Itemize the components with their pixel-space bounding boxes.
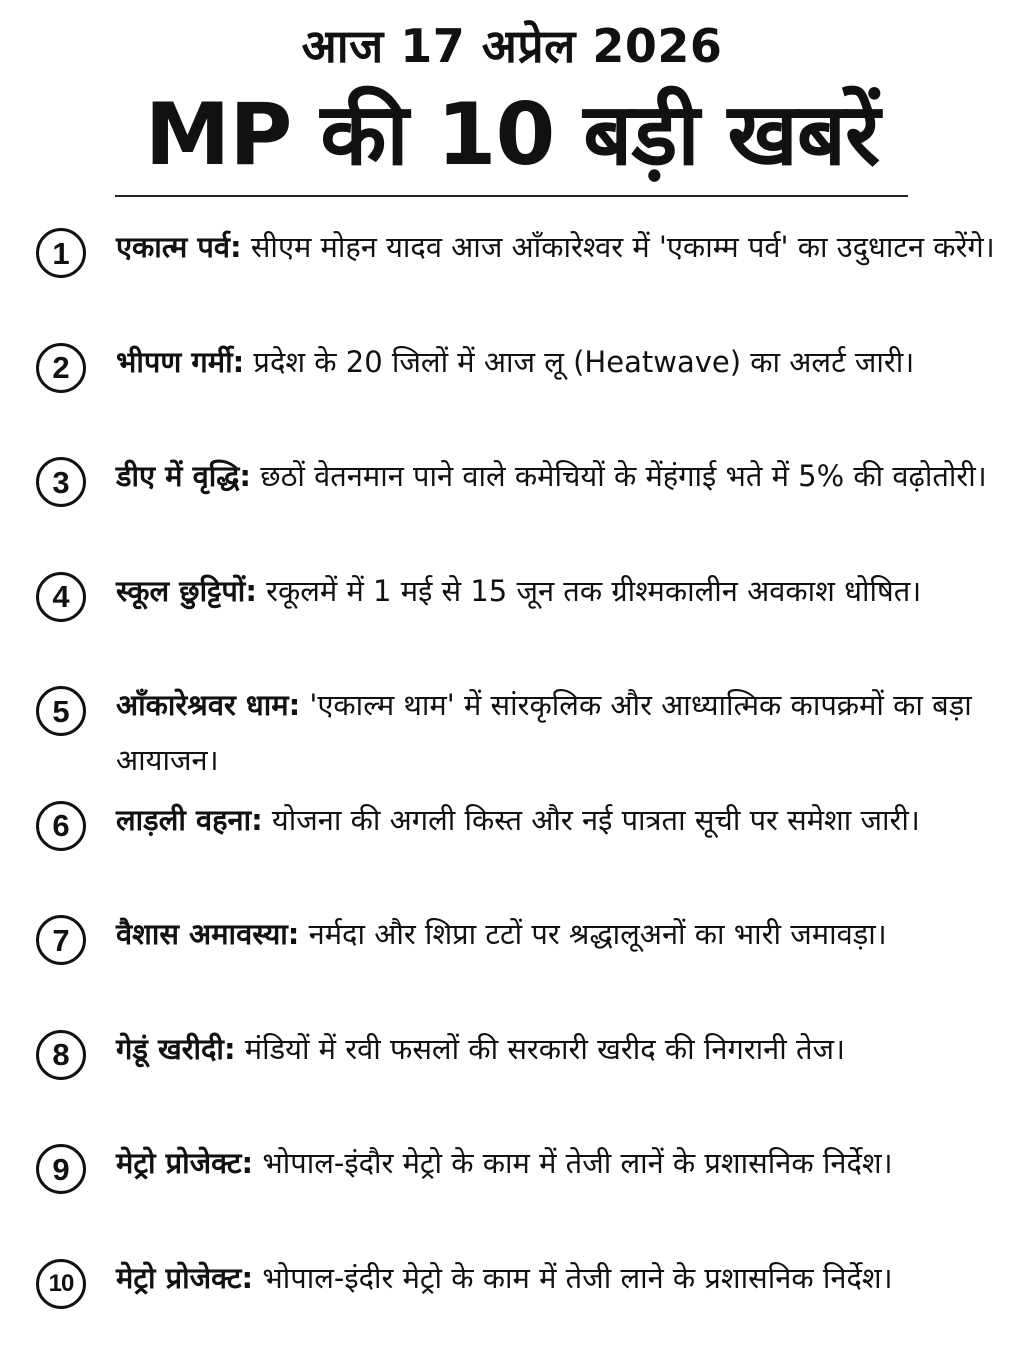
news-text: [116, 1251, 1006, 1306]
news-label: एकात्म पर्व:: [116, 230, 242, 264]
news-item-7: [36, 907, 1006, 1022]
news-body: सीएम मोहन यादव आज ऑंकारेश्वर में 'एकाम्म पर्व' का उदुधाटन करेंगे।: [242, 230, 995, 264]
news-item-1: [36, 220, 1006, 335]
number-badge: 3: [36, 457, 86, 507]
news-label: गेडूं खरीदी:: [116, 1032, 236, 1066]
news-body: योजना की अगली किस्त और नई पात्रता सूची पर समेशा जारी।: [263, 803, 920, 837]
number-badge: 7: [36, 915, 86, 965]
news-label: भीपण गर्मी:: [116, 345, 244, 379]
news-item-4: [36, 564, 1006, 679]
news-body: मंडियों में रवी फसलों की सरकारी खरीद की निगरानी तेज।: [236, 1032, 846, 1066]
news-text: [116, 220, 1006, 275]
news-label: मेट्रो प्रोजेक्ट:: [116, 1146, 253, 1180]
news-body: भोपाल-इंदीर मेट्रो के काम में तेजी लाने के प्रशासनिक निर्देश।: [253, 1261, 892, 1295]
news-body: छठों वेतनमान पाने वाले कमेचियों के मेंहंगाई भते में 5% की वढ़ोतोरी।: [251, 459, 987, 493]
number-badge: 8: [36, 1030, 86, 1080]
news-body: रकूलमें में 1 मई से 15 जून तक ग्रीश्मकालीन अवकाश धोषित।: [257, 574, 921, 608]
title-divider: [115, 195, 908, 197]
number-badge: 2: [36, 343, 86, 393]
news-body: 'एकाल्म थाम' में सांरकृलिक और आध्यात्मिक कापक्रमों का बड़ा आयाजन।: [116, 688, 972, 777]
news-text: [116, 678, 1006, 788]
news-item-9: [36, 1136, 1006, 1251]
news-text: [116, 793, 1006, 848]
number-badge: 10: [36, 1259, 86, 1309]
number-badge: 1: [36, 228, 86, 278]
news-item-8: [36, 1022, 1006, 1137]
number-badge: 5: [36, 686, 86, 736]
news-label: मेट्रो प्रोजेक्ट:: [116, 1261, 253, 1295]
news-item-2: [36, 335, 1006, 450]
number-badge: 4: [36, 572, 86, 622]
news-item-6: [36, 793, 1006, 908]
news-list: [36, 220, 1006, 1365]
news-body: भोपाल-इंदौर मेट्रो के काम में तेजी लानें के प्रशासनिक निर्देश।: [253, 1146, 892, 1180]
news-text: [116, 449, 1006, 504]
date-line: आज 17 अप्रेल 2026: [0, 14, 1024, 78]
news-body: प्रदेश के 20 जिलों में आज लू (Heatwave) का अलर्ट जारी।: [244, 345, 914, 379]
news-body: नर्मदा और शिप्रा टटों पर श्रद्धालूअनों का भारी जमावड़ा।: [299, 917, 886, 951]
news-item-3: [36, 449, 1006, 564]
news-label: ऑंकारेश्रवर धाम:: [116, 688, 300, 722]
news-text: [116, 335, 1006, 390]
news-text: [116, 564, 1006, 619]
news-label: डीए में वृद्धि:: [116, 459, 251, 493]
number-badge: 6: [36, 801, 86, 851]
number-badge: 9: [36, 1144, 86, 1194]
news-text: [116, 1136, 1006, 1191]
page-title: MP की 10 बड़ी खबरें: [0, 80, 1024, 190]
news-text: [116, 907, 1006, 962]
news-label: वैशास अमावस्या:: [116, 917, 299, 951]
news-text: [116, 1022, 1006, 1077]
news-label: लाड़ली वहना:: [116, 803, 263, 837]
news-item-5: [36, 678, 1006, 793]
news-item-10: [36, 1251, 1006, 1365]
news-label: स्कूल छुट्टिपों:: [116, 574, 257, 608]
